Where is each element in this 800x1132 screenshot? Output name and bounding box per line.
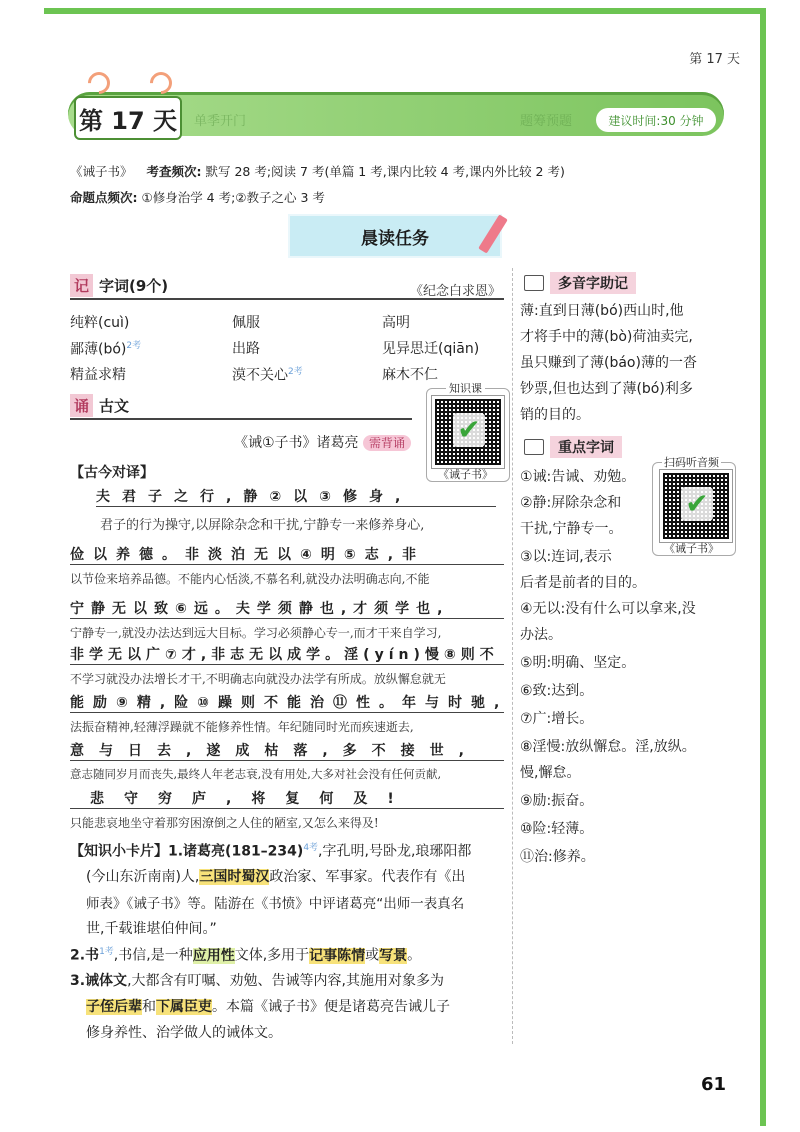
classic-header xyxy=(70,394,129,417)
banner-ghost-text-right: 题筹预题 xyxy=(520,114,573,129)
original-line: 宁静无以致⑥远。夫学须静也,才须学也, xyxy=(70,601,450,617)
original-line: 俭以养德。非淡泊无以④明⑤志,非 xyxy=(70,547,426,563)
qr-audio-caption: 《诫子书》 xyxy=(664,542,719,555)
text-underline xyxy=(70,618,504,619)
text-underline xyxy=(70,564,504,565)
key-word-line: ①诫:告诫、劝勉。 xyxy=(520,469,636,485)
key-word-line: ⑦广:增长。 xyxy=(520,711,594,727)
polyphone-line: 才将手中的薄(bò)荷油卖完, xyxy=(520,329,693,345)
translation-line: 不学习就没办法增长才干,不明确志向就没办法学有所成。放纵懈怠就无 xyxy=(70,672,446,686)
corner-day-label: 第 17 天 xyxy=(689,52,740,67)
key-word-line: ④无以:没有什么可以拿来,没 xyxy=(520,601,696,617)
polyphone-header xyxy=(524,272,636,294)
text-underline xyxy=(96,506,496,507)
vocab-source-note: 《纪念白求恩》 xyxy=(410,284,502,299)
topic-frequency-text: ①修身治学 4 考;②教子之心 3 考 xyxy=(141,190,325,205)
pointer-icon xyxy=(524,439,544,455)
day-title: 第 17 天 xyxy=(74,96,182,140)
polyphone-line: 虽只赚到了薄(báo)薄的一沓 xyxy=(520,355,697,371)
card-item-1-line3: 师表》《诫子书》等。陆游在《书愤》中评诸葛亮“出师一表真名 xyxy=(86,896,465,912)
vocab-title: 字词(9个) xyxy=(99,277,169,295)
banner-ghost-text-left: 单季开门 xyxy=(194,114,247,129)
key-word-line: ⑨励:振奋。 xyxy=(520,793,594,809)
card-item-3-line2: 子侄后辈和下属臣吏。本篇《诫子书》便是诸葛亮告诫儿子 xyxy=(86,999,450,1015)
vocab-word: 高明 xyxy=(382,315,410,331)
text-underline xyxy=(70,808,504,809)
exam-count: 2考 xyxy=(288,367,303,377)
must-recite-badge: 需背诵 xyxy=(363,435,411,451)
translation-line: 宁静专一,就没办法达到远大目标。学习必须静心专一,而才干来自学习, xyxy=(70,626,442,640)
pointer-icon xyxy=(524,275,544,291)
qr-code-icon[interactable] xyxy=(432,396,504,468)
original-line: 非学无以广⑦才,非志无以成学。淫(yín)慢⑧则不 xyxy=(70,647,499,663)
qr-code-icon[interactable] xyxy=(660,470,732,542)
classic-rule xyxy=(70,418,412,420)
key-word-line: ⑧淫慢:放纵懈怠。淫,放纵。 xyxy=(520,739,696,755)
qr-caption: 《诫子书》 xyxy=(438,468,493,481)
vocab-word: 出路 xyxy=(232,341,260,357)
key-word-line: 干扰,宁静专一。 xyxy=(520,521,623,537)
qr-top-label: 知识课 xyxy=(446,380,485,396)
translation-line: 只能悲哀地坐守着那穷困潦倒之人住的陋室,又怎么来得及! xyxy=(70,816,379,830)
key-word-line: ⑩险:轻薄。 xyxy=(520,821,594,837)
text-underline xyxy=(70,664,504,665)
card-item-3: 3.诫体文,大都含有叮嘱、劝勉、告诫等内容,其施用对象多为 xyxy=(70,973,444,989)
vocab-badge: 记 xyxy=(70,274,93,297)
card-item-1: 【知识小卡片】1.诸葛亮$(181-234)^{4考}$,字孔明,号卧龙,琅琊阳都 xyxy=(70,843,472,860)
exam-count: 2考 xyxy=(126,341,142,351)
vocab-rule xyxy=(70,298,504,300)
column-divider xyxy=(512,268,513,1044)
key-word-line: ⑥致:达到。 xyxy=(520,683,594,699)
piece-title xyxy=(234,432,411,452)
key-word-line: 慢,懈怠。 xyxy=(520,765,581,781)
classic-badge: 诵 xyxy=(70,394,93,417)
original-line: 意与日去,遂成枯落,多不接世, xyxy=(70,743,479,759)
topic-frequency-line xyxy=(70,188,325,206)
translation-line: 法振奋精神,轻薄浮躁就不能修养性情。年纪随同时光而疾速逝去, xyxy=(70,720,414,734)
original-line: 悲守穷庐,将复何及! xyxy=(90,791,414,807)
key-word-line: ⑤明:明确、坚定。 xyxy=(520,655,636,671)
key-word-line: ⑪治:修养。 xyxy=(520,849,595,865)
translation-line: 君子的行为操守,以屏除杂念和干扰,宁静专一来修养身心, xyxy=(100,518,425,533)
key-word-line: 后者是前者的目的。 xyxy=(520,575,646,591)
vocab-header xyxy=(70,274,168,297)
polyphone-title: 多音字助记 xyxy=(550,272,636,294)
page-number: 61 xyxy=(700,1074,726,1095)
original-line: 夫君子之行,静②以③修身, xyxy=(96,489,413,505)
frequency-title: 《诫子书》 xyxy=(70,164,133,179)
vocab-word: 佩服 xyxy=(232,315,260,331)
vocab-word: 漠不关心$^{2考}$ xyxy=(232,367,303,384)
morning-task-title: 晨读任务 xyxy=(288,214,502,258)
qr-audio-label: 扫码听音频 xyxy=(664,456,719,469)
suggested-time: 建议时间:30 分钟 xyxy=(596,108,716,132)
key-words-header xyxy=(524,436,622,458)
key-words-title: 重点字词 xyxy=(550,436,622,458)
polyphone-line: 销的目的。 xyxy=(520,407,590,423)
text-underline xyxy=(70,760,504,761)
key-word-line: ②静:屏除杂念和 xyxy=(520,495,622,511)
vocab-word: 麻木不仁 xyxy=(382,367,438,383)
polyphone-line: 薄:直到日薄(bó)西山时,他 xyxy=(520,303,684,319)
card-item-3-line3: 修身养性、治学做人的诫体文。 xyxy=(86,1025,282,1041)
exam-frequency-line xyxy=(70,162,565,180)
piece-title-text: 《诫①子书》诸葛亮 xyxy=(234,435,359,451)
card-item-1-line4: 世,千载谁堪伯仲间。” xyxy=(86,921,217,937)
card-item-1-line2: (今山东沂南南)人,三国时蜀汉政治家、军事家。代表作有《出 xyxy=(86,869,466,885)
key-word-line: ③以:连词,表示 xyxy=(520,549,612,565)
card-item-2: 2.书$^{1考}$,书信,是一种应用性文体,多用于记事陈情或写景。 xyxy=(70,947,422,964)
original-line: 能励⑨精,险⑩躁则不能治⑪性。年与时驰, xyxy=(70,695,509,711)
frequency-text: 默写 28 考;阅读 7 考(单篇 1 考,课内比较 4 考,课内外比较 2 考) xyxy=(205,164,565,179)
translation-line: 意志随同岁月而丧失,最终人年老志衰,没有用处,大多对社会没有任何贡献, xyxy=(70,767,442,781)
text-underline xyxy=(70,712,504,713)
vocab-word: 鄙薄(bó)$^{2考}$ xyxy=(70,341,142,358)
check-icon: ✔ xyxy=(681,487,713,521)
duizhao-label: 【古今对译】 xyxy=(70,465,154,481)
topic-frequency-label: 命题点频次: xyxy=(70,190,138,205)
frequency-label: 考查频次: xyxy=(146,164,202,179)
card-label: 【知识小卡片】 xyxy=(70,843,168,860)
vocab-word: 纯粹(cuì) xyxy=(70,315,130,331)
translation-line: 以节俭来培养品德。不能内心恬淡,不慕名利,就没办法明确志向,不能 xyxy=(70,572,430,586)
classic-title: 古文 xyxy=(99,397,130,415)
vocab-word: 见异思迁(qiān) xyxy=(382,341,480,357)
key-word-line: 办法。 xyxy=(520,627,562,643)
polyphone-line: 钞票,但也达到了薄(bó)利多 xyxy=(520,381,693,397)
check-icon: ✔ xyxy=(453,413,485,447)
vocab-word: 精益求精 xyxy=(70,367,126,383)
